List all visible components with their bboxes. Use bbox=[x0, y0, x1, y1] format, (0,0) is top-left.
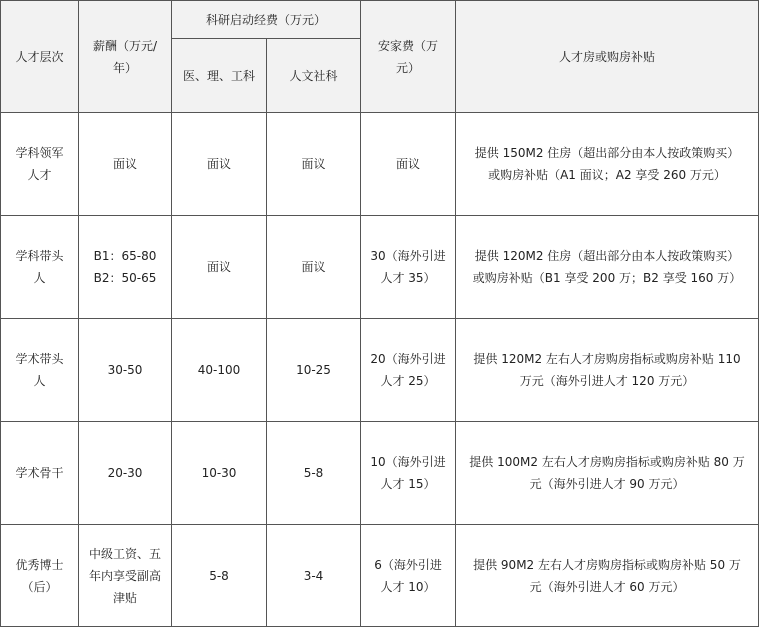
table-row bbox=[1, 422, 759, 525]
cell-settle: 20（海外引进 人才 25） bbox=[361, 319, 456, 422]
cell-housing: 提供 120M2 左右人才房购房指标或购房补贴 110 万元（海外引进人才 120 万元） bbox=[456, 319, 759, 422]
cell-research-hum: 面议 bbox=[267, 216, 361, 319]
cell-level: 学科带头 人 bbox=[1, 216, 79, 319]
cell-research-hum: 5-8 bbox=[267, 422, 361, 525]
cell-housing: 提供 100M2 左右人才房购房指标或购房补贴 80 万 元（海外引进人才 90 万元） bbox=[456, 422, 759, 525]
table-row bbox=[1, 525, 759, 627]
cell-salary: 20-30 bbox=[79, 422, 172, 525]
cell-level: 学术带头 人 bbox=[1, 319, 79, 422]
header-research-sci: 医、理、工科 bbox=[172, 39, 267, 113]
cell-housing: 提供 120M2 住房（超出部分由本人按政策购买） 或购房补贴（B1 享受 200 万；B2 享受 160 万） bbox=[456, 216, 759, 319]
cell-salary: 面议 bbox=[79, 113, 172, 216]
cell-research-hum: 面议 bbox=[267, 113, 361, 216]
cell-level: 学科领军 人才 bbox=[1, 113, 79, 216]
cell-settle: 6（海外引进 人才 10） bbox=[361, 525, 456, 627]
header-research-funding: 科研启动经费（万元） bbox=[172, 1, 361, 39]
cell-salary: 中级工资、五 年内享受副高 津贴 bbox=[79, 525, 172, 627]
cell-research-hum: 3-4 bbox=[267, 525, 361, 627]
header-housing: 人才房或购房补贴 bbox=[456, 1, 759, 113]
table-header bbox=[1, 1, 759, 113]
table-row bbox=[1, 216, 759, 319]
cell-level: 优秀博士 （后） bbox=[1, 525, 79, 627]
header-level: 人才层次 bbox=[1, 1, 79, 113]
cell-research-sci: 10-30 bbox=[172, 422, 267, 525]
header-settle: 安家费（万 元） bbox=[361, 1, 456, 113]
table-row bbox=[1, 113, 759, 216]
cell-research-sci: 面议 bbox=[172, 113, 267, 216]
cell-research-sci: 5-8 bbox=[172, 525, 267, 627]
cell-settle: 面议 bbox=[361, 113, 456, 216]
cell-level: 学术骨干 bbox=[1, 422, 79, 525]
table-row bbox=[1, 319, 759, 422]
cell-research-hum: 10-25 bbox=[267, 319, 361, 422]
header-salary: 薪酬（万元/ 年） bbox=[79, 1, 172, 113]
cell-research-sci: 40-100 bbox=[172, 319, 267, 422]
cell-research-sci: 面议 bbox=[172, 216, 267, 319]
cell-settle: 30（海外引进 人才 35） bbox=[361, 216, 456, 319]
header-research-hum: 人文社科 bbox=[267, 39, 361, 113]
cell-settle: 10（海外引进 人才 15） bbox=[361, 422, 456, 525]
cell-salary: 30-50 bbox=[79, 319, 172, 422]
cell-housing: 提供 90M2 左右人才房购房指标或购房补贴 50 万 元（海外引进人才 60 万元） bbox=[456, 525, 759, 627]
cell-housing: 提供 150M2 住房（超出部分由本人按政策购买） 或购房补贴（A1 面议；A2 享受 260 万元） bbox=[456, 113, 759, 216]
cell-salary: B1：65-80 B2：50-65 bbox=[79, 216, 172, 319]
